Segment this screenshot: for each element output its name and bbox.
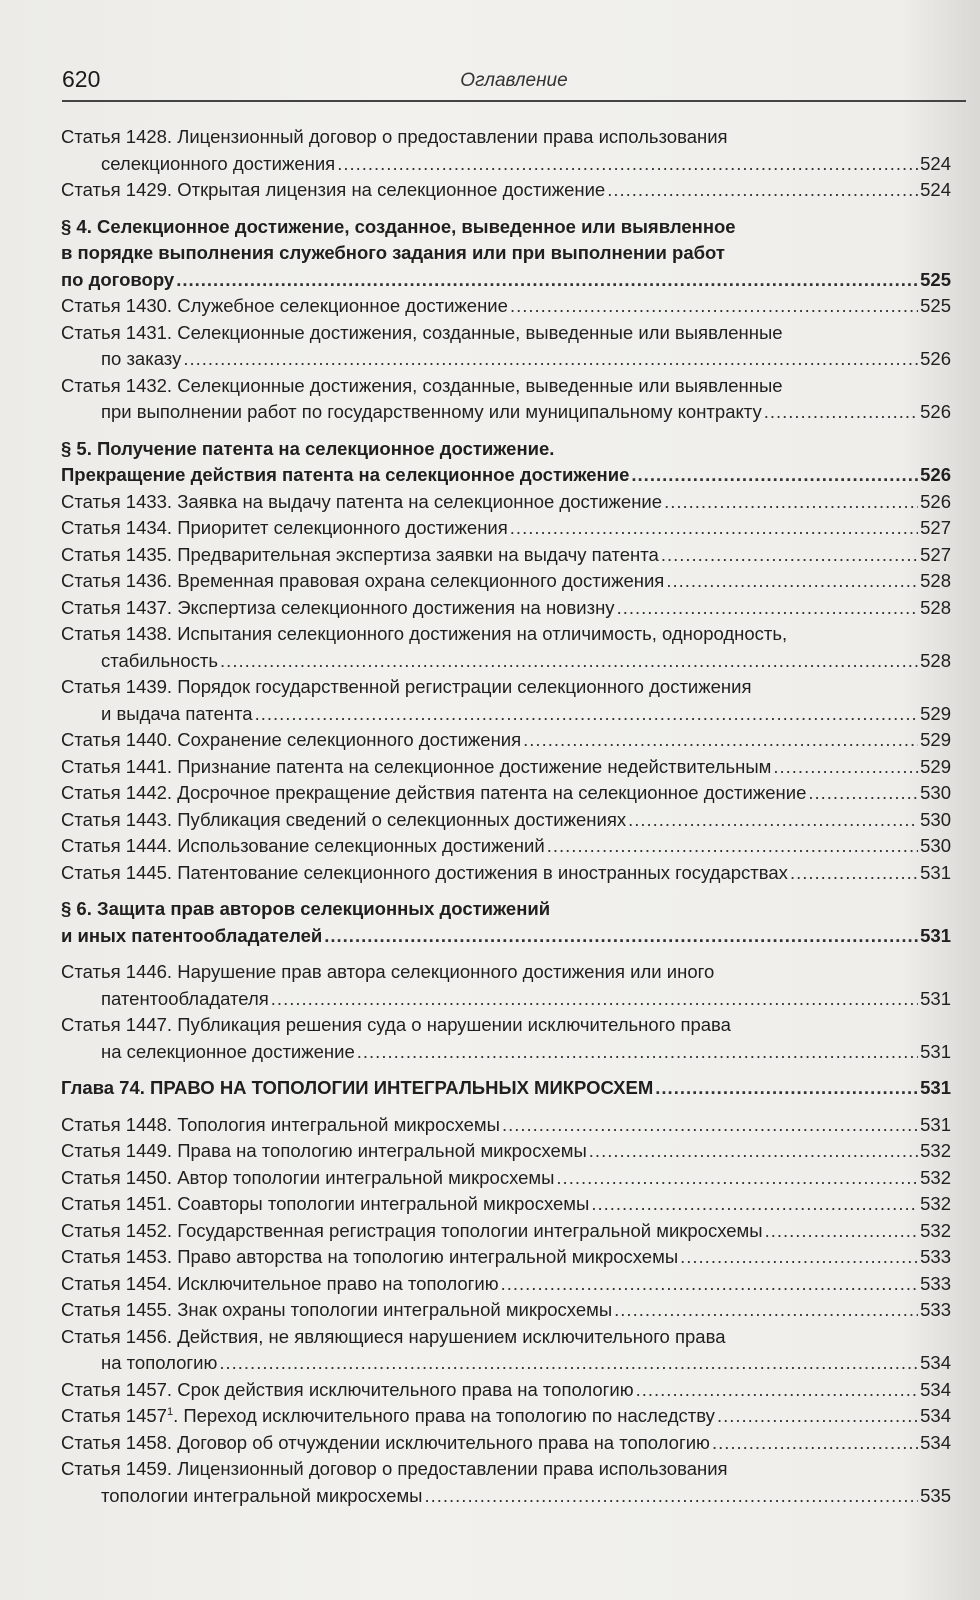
toc-entry-text: Статья 1433. Заявка на выдачу патента на селекционное достижение [61, 490, 663, 512]
dot-leader [790, 860, 918, 887]
toc-entry-text: топологии интегральной микросхемы [101, 1484, 423, 1506]
toc-entry-text: Статья 1431. Селекционные достижения, созданные, выведенные или выявленные [61, 321, 783, 343]
toc-entry-text: селекционного достижения [101, 152, 336, 174]
toc-page-number: 534 [920, 1378, 951, 1400]
dot-leader [607, 177, 918, 204]
toc-entry-text: Статья 1435. Предварительная экспертиза заявки на выдачу патента [61, 543, 659, 565]
toc-entry-text: § 5. Получение патента на селекционное достижение. [61, 437, 555, 459]
toc-page-number: 532 [920, 1193, 951, 1214]
toc-page-number: 534 [920, 1405, 951, 1426]
toc-page-number: 524 [920, 179, 951, 200]
toc-entry [61, 515, 951, 542]
toc-entry [61, 1403, 951, 1430]
toc-entry [61, 1377, 951, 1404]
toc-page-number: 526 [920, 348, 951, 369]
toc-entry-text: Статья 1456. Действия, не являющиеся нарушением исключительного права [61, 1325, 726, 1347]
toc-entry-text: Статья 1429. Открытая лицензия на селекционное достижение [61, 179, 606, 200]
dot-leader [664, 489, 918, 516]
toc-entry-text: Статья 1443. Публикация сведений о селекционных достижениях [61, 808, 627, 830]
dot-leader [510, 515, 918, 542]
toc-page-number: 529 [920, 702, 951, 724]
dot-leader [717, 1403, 918, 1430]
toc-entry-text: Статья 1450. Автор топологии интегральной микросхемы [61, 1166, 555, 1188]
dot-leader [183, 346, 918, 373]
dot-leader [510, 293, 918, 320]
dot-leader [501, 1271, 919, 1298]
toc-entry-text: в порядке выполнения служебного задания или при выполнении работ [61, 242, 725, 263]
toc-entry-text: Глава 74. ПРАВО НА ТОПОЛОГИИ ИНТЕГРАЛЬНЫХ МИКРОСХЕМ [61, 1077, 654, 1098]
dot-leader [176, 267, 918, 294]
toc-entry-text: по договору [61, 268, 175, 290]
header-rule [62, 100, 966, 102]
toc-page-number: 535 [920, 1484, 951, 1506]
dot-leader [219, 1350, 918, 1377]
toc-entry [61, 1456, 951, 1509]
toc-entry-text: патентообладателя [101, 987, 269, 1009]
toc-entry-text: § 6. Защита прав авторов селекционных достижений [61, 898, 551, 919]
toc-entry-text: при выполнении работ по государственному или муниципальному контракту [101, 401, 762, 422]
toc-entry-text: Статья 1432. Селекционные достижения, созданные, выведенные или выявленные [61, 374, 783, 396]
toc-page-number: 531 [920, 924, 951, 946]
toc-entry-text: Статья 1459. Лицензионный договор о предоставлении права использования [61, 1458, 728, 1479]
dot-leader [808, 780, 918, 807]
toc-entry-text: стабильность [101, 649, 219, 671]
toc-page-number: 526 [920, 490, 951, 512]
toc-section-heading [61, 1075, 951, 1102]
toc-entry [61, 177, 951, 204]
toc-entry-text: по заказу [101, 348, 182, 369]
toc-entry [61, 860, 951, 887]
toc-page-number: 525 [920, 295, 951, 316]
toc-entry-text: Статья 1453. Право авторства на топологию интегральной микросхемы [61, 1246, 679, 1267]
dot-leader [764, 399, 918, 426]
page-number: 620 [62, 66, 101, 92]
toc-entry-text: Прекращение действия патента на селекционное достижение [61, 464, 630, 485]
toc-entry-text: Статья 1440. Сохранение селекционного достижения [61, 729, 522, 750]
dot-leader [591, 1191, 918, 1218]
toc-entry [61, 1297, 951, 1324]
dot-leader [617, 595, 919, 622]
toc-entry-text: Статья 1458. Договор об отчуждении исключительного права на топологию [61, 1431, 710, 1453]
toc-entry [61, 727, 951, 754]
dot-leader [220, 648, 918, 675]
toc-entry-text: и иных патентообладателей [61, 924, 323, 946]
toc-section-heading [61, 896, 951, 949]
dot-leader [324, 923, 918, 950]
dot-leader [357, 1039, 918, 1066]
toc-entry-text: Статья 1436. Временная правовая охрана селекционного достижения [61, 570, 665, 591]
toc-entry [61, 124, 951, 177]
toc-entry [61, 1012, 951, 1065]
toc-entry [61, 674, 951, 727]
toc-entry-text: Статья 1452. Государственная регистрация топологии интегральной микросхемы [61, 1219, 763, 1241]
toc-entry-text: Статья 1428. Лицензионный договор о предоставлении права использования [61, 126, 728, 147]
toc-page-number: 528 [920, 570, 951, 591]
toc-entry-text: Статья 1447. Публикация решения суда о нарушении исключительного права [61, 1014, 731, 1035]
toc-entry-text: § 4. Селекционное достижение, созданное, выведенное или выявленное [61, 215, 736, 237]
dot-leader [337, 151, 918, 178]
toc-section-heading [61, 436, 951, 489]
dot-leader [680, 1244, 918, 1271]
toc-entry [61, 1138, 951, 1165]
dot-leader [556, 1165, 918, 1192]
toc-page-number: 527 [920, 543, 951, 565]
toc-page-number: 529 [920, 755, 951, 777]
toc-section-heading [61, 214, 951, 294]
toc-page-number: 532 [920, 1140, 951, 1161]
toc-entry [61, 320, 951, 373]
dot-leader [523, 727, 918, 754]
dot-leader [424, 1483, 918, 1510]
toc-entry [61, 833, 951, 860]
toc-page-number: 532 [920, 1166, 951, 1188]
dot-leader [631, 462, 918, 489]
toc-entry [61, 1271, 951, 1298]
toc-entry-text: на топологию [101, 1352, 218, 1373]
toc-page-number: 526 [920, 464, 951, 485]
dot-leader [655, 1075, 918, 1102]
toc-page-number: 530 [920, 782, 951, 803]
toc-page-number: 525 [920, 268, 951, 290]
toc-entry [61, 1218, 951, 1245]
toc-entry-text: Статья 1441. Признание патента на селекционное достижение недействительным [61, 755, 772, 777]
toc-page-number: 531 [920, 987, 951, 1009]
dot-leader [773, 754, 918, 781]
dot-leader [666, 568, 918, 595]
toc-page-number: 528 [920, 649, 951, 671]
toc-page-number: 533 [920, 1246, 951, 1267]
toc-entry-text: Статья 1446. Нарушение прав автора селекционного достижения или иного [61, 961, 715, 982]
toc-page-number: 531 [920, 1113, 951, 1135]
toc-page-number: 531 [920, 861, 951, 883]
toc-page-number: 526 [920, 401, 951, 422]
toc-page-number: 527 [920, 517, 951, 538]
dot-leader [547, 833, 918, 860]
superscript-index: 1 [166, 1405, 174, 1418]
dot-leader [271, 986, 918, 1013]
toc-page-number: 530 [920, 835, 951, 856]
toc-page-number: 524 [920, 152, 951, 174]
toc-entry [61, 754, 951, 781]
toc-entry-text: Статья 1434. Приоритет селекционного достижения [61, 517, 508, 538]
dot-leader [636, 1377, 919, 1404]
toc-entry-text: Статья 1438. Испытания селекционного достижения на отличимость, однородность, [61, 623, 788, 644]
dot-leader [765, 1218, 919, 1245]
dot-leader [255, 701, 919, 728]
toc-entry [61, 1324, 951, 1377]
toc-entry [61, 1244, 951, 1271]
toc-entry [61, 293, 951, 320]
table-of-contents [61, 124, 951, 1509]
toc-entry-text: Статья 1445. Патентование селекционного достижения в иностранных государствах [61, 861, 788, 883]
toc-entry-text: Статья 1455. Знак охраны топологии интегральной микросхемы [61, 1299, 613, 1320]
dot-leader [614, 1297, 918, 1324]
toc-page-number: 532 [920, 1219, 951, 1241]
toc-page-number: 531 [920, 1077, 951, 1098]
toc-entry-text: Статья 1437. Экспертиза селекционного достижения на новизну [61, 596, 615, 618]
dot-leader [502, 1112, 918, 1139]
toc-entry [61, 568, 951, 595]
toc-page-number: 534 [920, 1431, 951, 1453]
toc-entry-text-part: Статья 1457 [61, 1405, 167, 1426]
toc-entry-text: Статья 1451. Соавторы топологии интегральной микросхемы [61, 1193, 590, 1214]
running-header [62, 66, 966, 100]
toc-page-number: 533 [920, 1272, 951, 1294]
toc-entry-text: Статья 1444. Использование селекционных достижений [61, 835, 545, 856]
toc-page-number: 533 [920, 1299, 951, 1320]
toc-entry-text: Статья 1442. Досрочное прекращение действия патента на селекционное достижение [61, 782, 807, 803]
toc-entry [61, 780, 951, 807]
toc-entry-text: и выдача патента [101, 702, 253, 724]
toc-entry [61, 959, 951, 1012]
toc-entry [61, 807, 951, 834]
toc-entry-text-part: . Переход исключительного права на топологию по наследству [173, 1405, 715, 1426]
header-title: Оглавление [460, 70, 568, 91]
toc-entry [61, 489, 951, 516]
toc-entry [61, 1191, 951, 1218]
toc-page-number: 534 [920, 1352, 951, 1373]
toc-entry-text: на селекционное достижение [101, 1040, 355, 1062]
toc-page-number: 530 [920, 808, 951, 830]
dot-leader [661, 542, 918, 569]
toc-entry-text: Статья 1449. Права на топологию интегральной микросхемы [61, 1140, 587, 1161]
dot-leader [589, 1138, 918, 1165]
toc-entry-text: Статья 1457. Срок действия исключительного права на топологию [61, 1378, 634, 1400]
toc-entry [61, 373, 951, 426]
toc-entry [61, 1430, 951, 1457]
toc-page-number: 528 [920, 596, 951, 618]
dot-leader [628, 807, 918, 834]
toc-entry-text: Статья 1439. Порядок государственной регистрации селекционного достижения [61, 676, 752, 697]
dot-leader [712, 1430, 918, 1457]
toc-entry-text [61, 1403, 715, 1430]
toc-entry-text: Статья 1454. Исключительное право на топологию [61, 1272, 499, 1294]
toc-page-number: 531 [920, 1040, 951, 1062]
toc-entry [61, 542, 951, 569]
toc-entry [61, 1165, 951, 1192]
toc-page-number: 529 [920, 729, 951, 750]
toc-entry-text: Статья 1430. Служебное селекционное достижение [61, 295, 508, 316]
toc-entry-text: Статья 1448. Топология интегральной микросхемы [61, 1113, 500, 1135]
toc-entry [61, 621, 951, 674]
toc-entry [61, 1112, 951, 1139]
toc-entry [61, 595, 951, 622]
